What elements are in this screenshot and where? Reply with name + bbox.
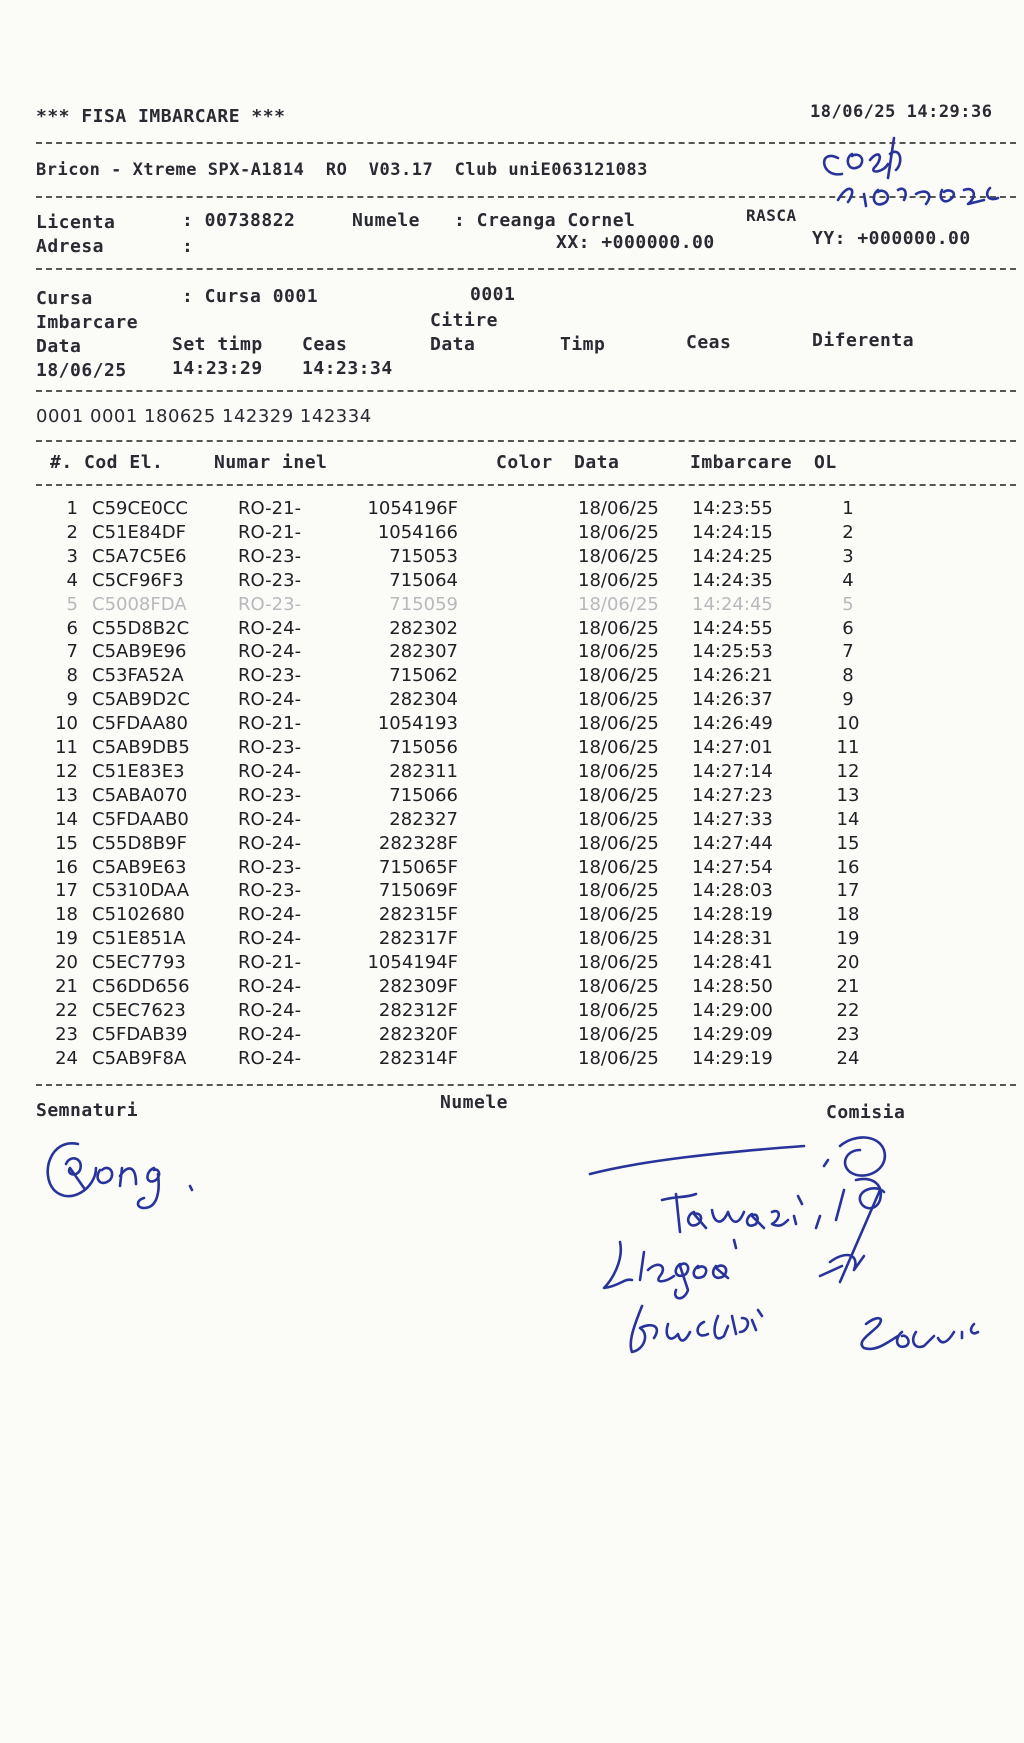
order-number: 11	[836, 737, 860, 758]
order-number: 16	[836, 856, 860, 878]
order-number: 17	[836, 880, 860, 902]
table-row	[0, 785, 1024, 808]
table-row	[0, 761, 1024, 784]
order-number: 5	[842, 593, 854, 615]
boarding-time: 14:28:50	[692, 976, 773, 997]
ring-number: 282317F	[378, 928, 458, 950]
boarding-time: 14:25:53	[692, 641, 773, 663]
th-ol: OL	[814, 452, 837, 473]
electronic-code: C53FA52A	[92, 665, 184, 687]
electronic-code: C5AB9E96	[92, 641, 187, 663]
ring-number: 282328F	[378, 832, 458, 854]
ring-number: 282320F	[378, 1023, 458, 1045]
boarding-time: 14:29:19	[692, 1047, 773, 1069]
th-ring: Numar inel	[214, 452, 328, 473]
ring-series: RO-24-	[238, 1047, 302, 1069]
boarding-time: 14:28:03	[692, 880, 773, 902]
ring-series: RO-23-	[238, 593, 302, 615]
imbarcare-label: Imbarcare	[36, 312, 139, 333]
boarding-date: 18/06/25	[578, 689, 659, 711]
table-row	[0, 546, 1024, 569]
boarding-date: 18/06/25	[578, 808, 659, 830]
col-timp: Timp	[560, 334, 606, 355]
electronic-code: C5FDAB39	[92, 1023, 188, 1045]
table-row	[0, 522, 1024, 545]
adresa-value: :	[182, 236, 194, 257]
order-number: 3	[842, 545, 854, 567]
row-number: 15	[55, 832, 78, 854]
boarding-time: 14:26:49	[692, 713, 773, 735]
boarding-date: 18/06/25	[578, 928, 659, 950]
boarding-time: 14:28:31	[692, 928, 773, 950]
electronic-code: C56DD656	[92, 976, 190, 997]
ring-series: RO-23-	[238, 569, 302, 591]
order-number: 8	[842, 665, 854, 687]
boarding-time: 14:27:01	[692, 737, 773, 758]
boarding-time: 14:24:25	[692, 545, 773, 567]
row-number: 8	[66, 665, 78, 687]
boarding-date: 18/06/25	[578, 737, 659, 758]
col-set-timp: Set timp	[172, 334, 263, 355]
row-number: 19	[55, 928, 78, 950]
table-row	[0, 618, 1024, 641]
electronic-code: C51E851A	[92, 928, 186, 950]
boarding-time: 14:23:55	[692, 498, 773, 519]
boarding-date: 18/06/25	[578, 498, 659, 519]
table-row	[0, 880, 1024, 903]
boarding-time: 14:28:19	[692, 904, 773, 926]
document-title: *** FISA IMBARCARE ***	[36, 106, 286, 127]
order-number: 13	[836, 784, 860, 806]
order-number: 2	[842, 521, 854, 543]
ring-number: 282314F	[378, 1047, 458, 1069]
ring-series: RO-21-	[238, 521, 302, 543]
col-citire-ceas: Ceas	[686, 332, 732, 353]
ring-series: RO-24-	[238, 1023, 302, 1045]
order-number: 10	[836, 713, 860, 735]
row-number: 5	[66, 593, 78, 615]
ring-series: RO-24-	[238, 999, 302, 1021]
ring-series: RO-21-	[238, 713, 302, 735]
order-number: 4	[842, 569, 854, 591]
ring-number: 1054166	[377, 521, 458, 543]
order-number: 22	[836, 999, 860, 1021]
ring-series: RO-24-	[238, 904, 302, 926]
th-data: Data	[574, 452, 620, 473]
ring-series: RO-23-	[238, 880, 302, 902]
boarding-time: 14:28:41	[692, 952, 773, 974]
row-number: 11	[55, 737, 78, 758]
handwritten-date	[808, 118, 1018, 218]
row-number: 10	[55, 713, 78, 735]
table-row	[0, 976, 1024, 999]
electronic-code: C5AB9E63	[92, 856, 187, 878]
row-number: 14	[55, 808, 78, 830]
table-row	[0, 952, 1024, 975]
boarding-date: 18/06/25	[578, 521, 659, 543]
table-row	[0, 498, 1024, 521]
citire-label: Citire	[430, 310, 499, 331]
coord-yy: YY: +000000.00	[812, 228, 971, 249]
ring-number: 715062	[389, 665, 458, 687]
table-row	[0, 1024, 1024, 1047]
ring-number: 1054194F	[367, 952, 458, 974]
comisia-label: Comisia	[826, 1102, 906, 1123]
row-number: 1	[66, 498, 78, 519]
numele-value: : Creanga Cornel	[454, 210, 636, 231]
coord-xx: XX: +000000.00	[556, 232, 715, 253]
boarding-time: 14:24:45	[692, 593, 773, 615]
electronic-code: C5FDAAB0	[92, 808, 189, 830]
ring-series: RO-24-	[238, 760, 302, 782]
boarding-date: 18/06/25	[578, 784, 659, 806]
ring-series: RO-24-	[238, 976, 302, 997]
boarding-time: 14:27:33	[692, 808, 773, 830]
electronic-code: C55D8B9F	[92, 832, 187, 854]
ring-series: RO-21-	[238, 952, 302, 974]
electronic-code: C5FDAA80	[92, 713, 188, 735]
row-number: 2	[66, 521, 78, 543]
order-number: 20	[836, 952, 860, 974]
boarding-date: 18/06/25	[578, 904, 659, 926]
boarding-date: 18/06/25	[578, 832, 659, 854]
boarding-date: 18/06/25	[578, 641, 659, 663]
boarding-date: 18/06/25	[578, 760, 659, 782]
ring-number: 715069F	[378, 880, 458, 902]
row-number: 17	[55, 880, 78, 902]
licenta-label: Licenta	[36, 212, 116, 233]
table-row	[0, 1000, 1024, 1023]
electronic-code: C51E84DF	[92, 521, 186, 543]
row-number: 4	[66, 569, 78, 591]
semnaturi-label: Semnaturi	[36, 1100, 139, 1121]
col-ceas: Ceas	[302, 334, 348, 355]
row-number: 18	[55, 904, 78, 926]
ring-series: RO-23-	[238, 856, 302, 878]
row-number: 13	[55, 784, 78, 806]
order-number: 15	[836, 832, 860, 854]
table-row	[0, 928, 1024, 951]
row-number: 21	[55, 976, 78, 997]
system-info: Bricon - Xtreme SPX-A1814 RO V03.17 Club uniE063121083	[36, 160, 648, 180]
ring-number: 715066	[389, 784, 458, 806]
print-timestamp: 18/06/25 14:29:36	[810, 102, 993, 122]
boarding-date: 18/06/25	[578, 665, 659, 687]
order-number: 21	[836, 976, 860, 997]
boarding-date: 18/06/25	[578, 593, 659, 615]
divider	[36, 440, 1016, 442]
table-row	[0, 665, 1024, 688]
row-number: 9	[66, 689, 78, 711]
ring-number: 1054193	[377, 713, 458, 735]
electronic-code: C5AB9DB5	[92, 737, 190, 758]
divider	[36, 268, 1016, 270]
order-number: 14	[836, 808, 860, 830]
row-number: 23	[55, 1023, 78, 1045]
electronic-code: C5EC7793	[92, 952, 186, 974]
ring-number: 282315F	[378, 904, 458, 926]
order-number: 18	[836, 904, 860, 926]
boarding-date: 18/06/25	[578, 856, 659, 878]
th-imbarcare: Imbarcare	[690, 452, 793, 473]
ring-number: 282327	[389, 808, 458, 830]
val-set-timp: 14:23:29	[172, 358, 263, 379]
cursa-value: : Cursa 0001	[182, 286, 319, 307]
boarding-time: 14:24:35	[692, 569, 773, 591]
owner-signature	[40, 1124, 240, 1216]
ring-number: 715053	[389, 545, 458, 567]
table-row	[0, 857, 1024, 880]
order-number: 7	[842, 641, 854, 663]
row-number: 3	[66, 545, 78, 567]
electronic-code: C5AB9F8A	[92, 1047, 187, 1069]
electronic-code: C51E83E3	[92, 760, 185, 782]
boarding-time: 14:26:21	[692, 665, 773, 687]
electronic-code: C5CF96F3	[92, 569, 184, 591]
row-number: 6	[66, 617, 78, 639]
ring-number: 715065F	[378, 856, 458, 878]
table-row	[0, 1048, 1024, 1071]
divider	[36, 390, 1016, 392]
ring-series: RO-23-	[238, 737, 302, 758]
table-row	[0, 713, 1024, 736]
ring-series: RO-24-	[238, 641, 302, 663]
numele-label: Numele	[352, 210, 421, 231]
ring-number: 715056	[389, 737, 458, 758]
table-row	[0, 689, 1024, 712]
boarding-time: 14:27:23	[692, 784, 773, 806]
electronic-code: C5102680	[92, 904, 185, 926]
ring-number: 1054196F	[367, 498, 458, 519]
table-row	[0, 737, 1024, 760]
electronic-code: C5310DAA	[92, 880, 190, 902]
divider	[36, 1084, 1016, 1086]
electronic-code: C5EC7623	[92, 999, 186, 1021]
boarding-time: 14:27:14	[692, 760, 773, 782]
order-number: 12	[836, 760, 860, 782]
th-nr-cod: #. Cod El.	[50, 452, 164, 473]
boarding-time: 14:29:09	[692, 1023, 773, 1045]
ring-series: RO-21-	[238, 498, 302, 519]
boarding-date: 18/06/25	[578, 976, 659, 997]
boarding-time: 14:26:37	[692, 689, 773, 711]
table-row	[0, 594, 1024, 617]
table-row	[0, 641, 1024, 664]
ring-series: RO-24-	[238, 928, 302, 950]
row-number: 24	[55, 1047, 78, 1069]
ring-series: RO-24-	[238, 689, 302, 711]
order-number: 19	[836, 928, 860, 950]
cursa-label: Cursa	[36, 288, 93, 309]
row-number: 7	[66, 641, 78, 663]
table-row	[0, 570, 1024, 593]
ring-number: 715064	[389, 569, 458, 591]
table-row	[0, 904, 1024, 927]
row-number: 20	[55, 952, 78, 974]
electronic-code: C59CE0CC	[92, 498, 189, 519]
ring-number: 282311	[389, 760, 458, 782]
code-line: 0001 0001 180625 142329 142334	[36, 406, 372, 427]
divider	[36, 484, 1016, 486]
th-color: Color	[496, 452, 553, 473]
licenta-value: : 00738822	[182, 210, 296, 231]
order-number: 6	[842, 617, 854, 639]
order-number: 24	[836, 1047, 860, 1069]
col-data: Data	[36, 336, 82, 357]
locality: RASCA	[746, 206, 797, 225]
electronic-code: C5008FDA	[92, 593, 187, 615]
boarding-time: 14:27:54	[692, 856, 773, 878]
ring-number: 282307	[389, 641, 458, 663]
cursa-code: 0001	[470, 284, 516, 305]
adresa-label: Adresa	[36, 236, 105, 257]
electronic-code: C5AB9D2C	[92, 689, 191, 711]
order-number: 1	[842, 498, 854, 519]
boarding-date: 18/06/25	[578, 569, 659, 591]
boarding-date: 18/06/25	[578, 880, 659, 902]
ring-number: 282304	[389, 689, 458, 711]
boarding-date: 18/06/25	[578, 952, 659, 974]
val-ceas: 14:23:34	[302, 358, 393, 379]
ring-series: RO-23-	[238, 545, 302, 567]
boarding-time: 14:29:00	[692, 999, 773, 1021]
boarding-date: 18/06/25	[578, 1047, 659, 1069]
footer-numele-label: Numele	[440, 1092, 509, 1113]
boarding-date: 18/06/25	[578, 617, 659, 639]
ring-series: RO-23-	[238, 665, 302, 687]
row-number: 16	[55, 856, 78, 878]
boarding-date: 18/06/25	[578, 999, 659, 1021]
ring-number: 715059	[389, 593, 458, 615]
ring-series: RO-24-	[238, 617, 302, 639]
col-diferenta: Diferenta	[812, 330, 915, 351]
boarding-date: 18/06/25	[578, 713, 659, 735]
boarding-date: 18/06/25	[578, 545, 659, 567]
boarding-time: 14:24:15	[692, 521, 773, 543]
boarding-date: 18/06/25	[578, 1023, 659, 1045]
order-number: 9	[842, 689, 854, 711]
table-row	[0, 833, 1024, 856]
table-row	[0, 809, 1024, 832]
ring-number: 282312F	[378, 999, 458, 1021]
ring-series: RO-24-	[238, 808, 302, 830]
row-number: 22	[55, 999, 78, 1021]
row-number: 12	[55, 760, 78, 782]
ring-series: RO-24-	[238, 832, 302, 854]
boarding-time: 14:27:44	[692, 832, 773, 854]
col-citire-data: Data	[430, 334, 476, 355]
electronic-code: C55D8B2C	[92, 617, 190, 639]
electronic-code: C5A7C5E6	[92, 545, 187, 567]
val-data: 18/06/25	[36, 360, 127, 381]
ring-series: RO-23-	[238, 784, 302, 806]
order-number: 23	[836, 1023, 860, 1045]
boarding-time: 14:24:55	[692, 617, 773, 639]
ring-number: 282302	[389, 617, 458, 639]
committee-signatures	[584, 1120, 1014, 1370]
ring-number: 282309F	[378, 976, 458, 997]
electronic-code: C5ABA070	[92, 784, 188, 806]
